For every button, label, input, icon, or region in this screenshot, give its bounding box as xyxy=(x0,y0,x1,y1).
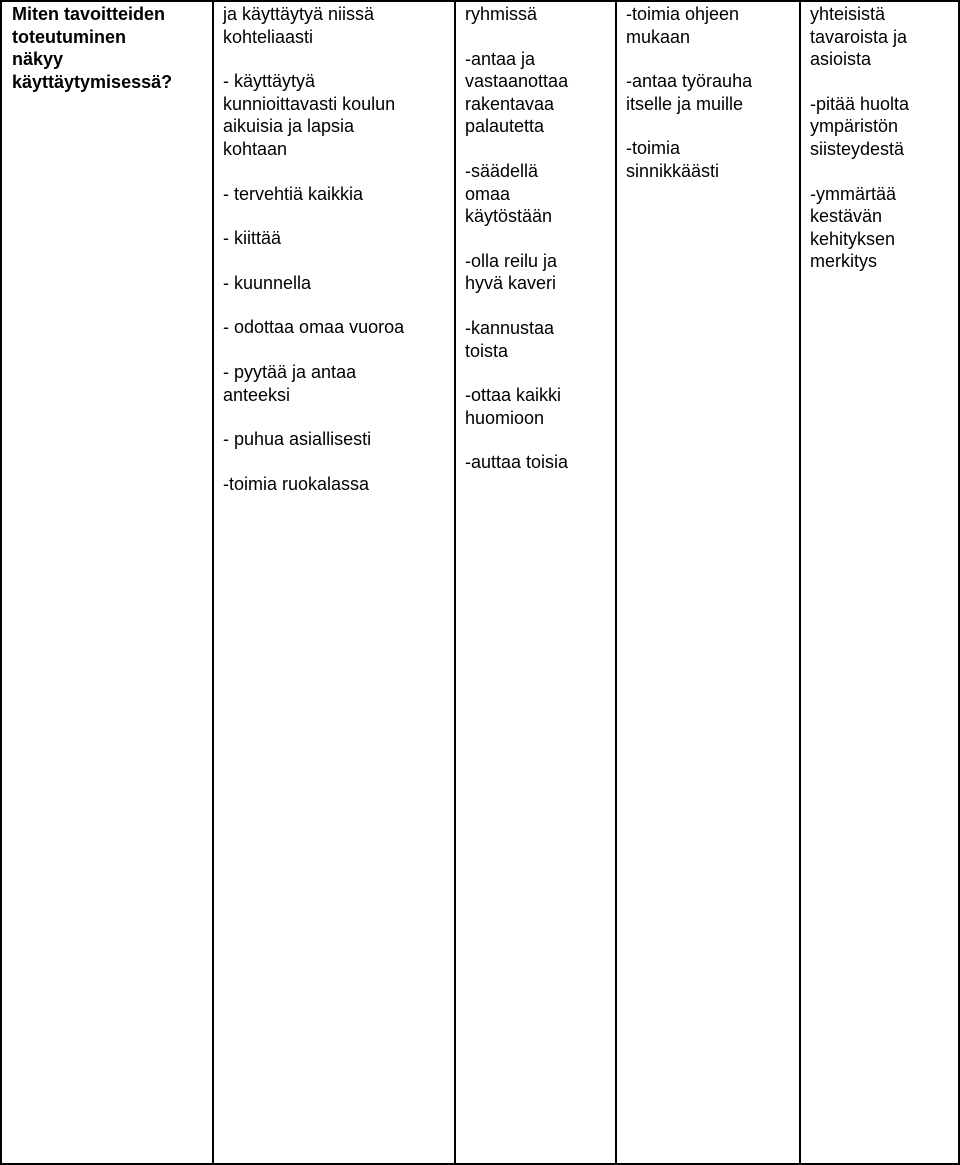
list-item: -säädellä omaa käytöstään xyxy=(465,160,553,227)
list-item: ryhmissä xyxy=(465,4,538,24)
list-item: - odottaa omaa vuoroa xyxy=(223,317,405,338)
list-item: -antaa työrauha itselle ja muille xyxy=(626,71,753,114)
list-item: yhteisistä tavaroista ja asioista xyxy=(810,4,908,70)
column-group-work xyxy=(456,2,617,1165)
list-item: - puhua asiallisesti xyxy=(223,429,372,450)
column-working xyxy=(617,2,801,1165)
list-item: ja käyttäytyä niissä kohteliaasti xyxy=(223,4,375,47)
list-item: - käyttäytyä kunnioittavasti koulun aikuisia ja lapsia kohtaan xyxy=(223,71,396,159)
list-item: -toimia sinnikkäästi xyxy=(626,138,720,181)
table-header: Miten tavoitteiden toteutuminen näkyy käyttäytymisessä? xyxy=(12,4,173,92)
list-item: -toimia ruokalassa xyxy=(223,473,370,494)
list-item: -pitää huolta ympäristön siisteydestä xyxy=(810,93,910,159)
list-item: -ottaa kaikki huomioon xyxy=(465,385,562,428)
list-item: - kiittää xyxy=(223,228,282,249)
list-item: -antaa ja vastaanottaa rakentavaa palautetta xyxy=(465,48,569,137)
list-item: -ymmärtää kestävän kehityksen merkitys xyxy=(810,183,897,272)
list-item: -auttaa toisia xyxy=(465,452,569,473)
list-item: - pyytää ja antaa anteeksi xyxy=(223,361,357,405)
list-item: -toimia ohjeen mukaan xyxy=(626,4,740,47)
list-item: - tervehtiä kaikkia xyxy=(223,183,364,204)
list-item: -kannustaa toista xyxy=(465,317,555,361)
column-general-behavior xyxy=(214,2,456,1165)
list-item: - kuunnella xyxy=(223,272,312,293)
list-item: -olla reilu ja hyvä kaveri xyxy=(465,250,558,294)
column-environment xyxy=(801,2,960,1165)
header-cell xyxy=(2,2,214,1165)
